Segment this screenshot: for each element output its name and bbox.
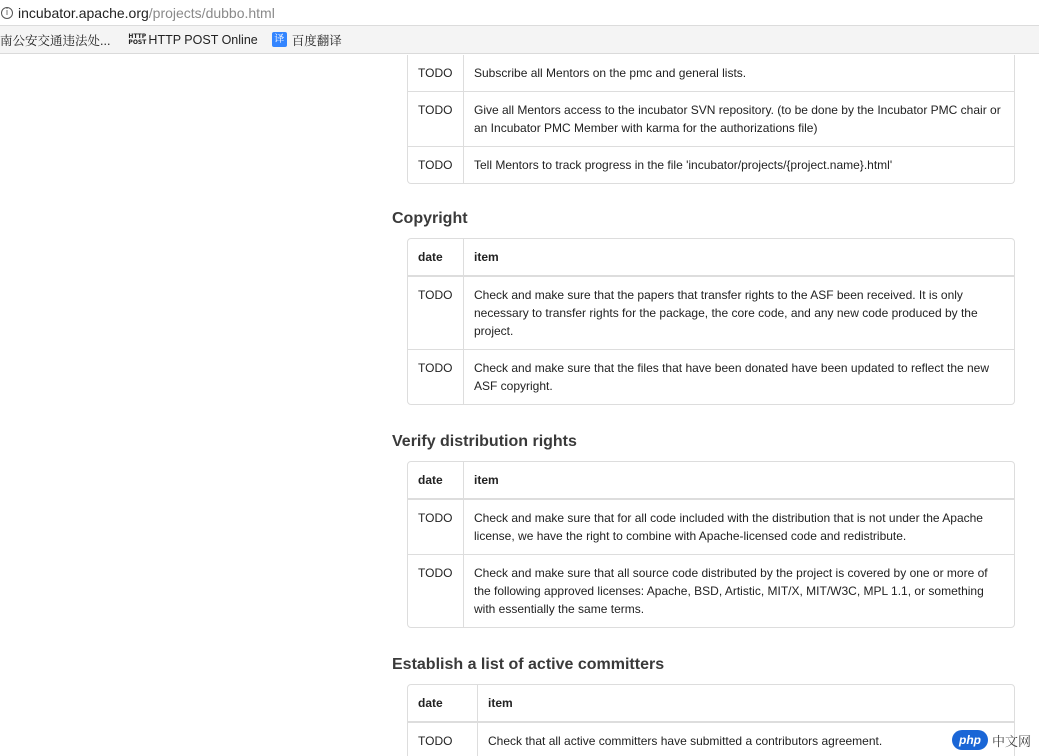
item-cell: Check and make sure that the papers that transfer rights to the ASF been received. It is only necessary to transfer rights for the package, the core code, and any new code produced by the project. [474,288,978,338]
distribution-rights-table [407,461,1015,628]
section-title-copyright: Copyright [392,210,468,227]
column-header-date: date [408,685,478,723]
column-header-date: date [408,239,464,277]
column-header-date: date [408,462,464,500]
column-header-item: item [478,685,1014,723]
bookmark-traffic[interactable] [0,31,110,49]
date-cell: TODO [408,554,464,627]
table-row [408,554,1014,627]
column-header-item: item [464,239,1014,277]
url-path: /projects/dubbo.html [148,4,275,21]
bookmark-label: 百度翻译 [291,33,342,48]
url-host: incubator.apache.org [18,4,149,21]
date-cell: TODO [408,723,478,756]
table-row [408,91,1014,146]
column-header-item: item [464,462,1014,500]
http-post-icon: HTTP POST [128,32,147,46]
table-row [408,277,1014,349]
bookmarks-bar [0,26,1039,54]
section-title-distribution-rights: Verify distribution rights [392,433,577,450]
php-watermark [952,730,1031,750]
table-row [408,349,1014,404]
item-cell: Check and make sure that all source code distributed by the project is covered by one or more of the following approved licenses: Apache, BSD, Artistic, MIT/X, MIT/W3C, MPL 1.1, or something with essentially the same terms. [464,554,1014,627]
date-cell: TODO [408,146,464,183]
date-cell: TODO [408,277,464,349]
item-cell: Check and make sure that the files that have been donated have been updated to reflect the new ASF copyright. [464,349,1014,404]
item-cell: Check that all active committers have submitted a contributors agreement. [488,734,883,748]
table-row [408,55,1014,91]
table-header-row [408,462,1014,500]
watermark-label: 中文网 [991,733,1031,749]
table-row [408,723,1014,756]
active-committers-table [407,684,1015,756]
date-cell: TODO [408,500,464,554]
section-title-active-committers: Establish a list of active committers [392,656,665,673]
item-cell: Tell Mentors to track progress in the file 'incubator/projects/{project.name}.html' [464,146,1014,183]
page-content [0,54,1039,756]
info-icon[interactable]: i [1,7,13,19]
table-header-row [408,685,1014,723]
item-cell: Give all Mentors access to the incubator SVN repository. (to be done by the Incubator PMC chair or an Incubator PMC Member with karma for the authorizations file) [464,91,1014,146]
php-logo: php [952,730,988,750]
bookmark-label: 南公安交通违法处... [0,33,111,48]
table-row [408,500,1014,554]
bookmark-http-post[interactable] [128,33,257,47]
bookmark-label: HTTP POST Online [148,32,258,47]
baidu-translate-icon: 译 [272,32,287,47]
date-cell: TODO [408,349,464,404]
bookmark-baidu-translate[interactable] [272,31,342,49]
copyright-table [407,238,1015,405]
date-cell: TODO [408,91,464,146]
table-header-row [408,239,1014,277]
table-row [408,146,1014,183]
item-cell: Subscribe all Mentors on the pmc and general lists. [474,66,747,80]
date-cell: TODO [408,55,464,91]
mentors-table [407,55,1015,184]
item-cell: Check and make sure that for all code included with the distribution that is not under the Apache license, we have the right to combine with Apache-licensed code and redistribute. [474,511,983,543]
address-bar[interactable] [0,0,1039,26]
